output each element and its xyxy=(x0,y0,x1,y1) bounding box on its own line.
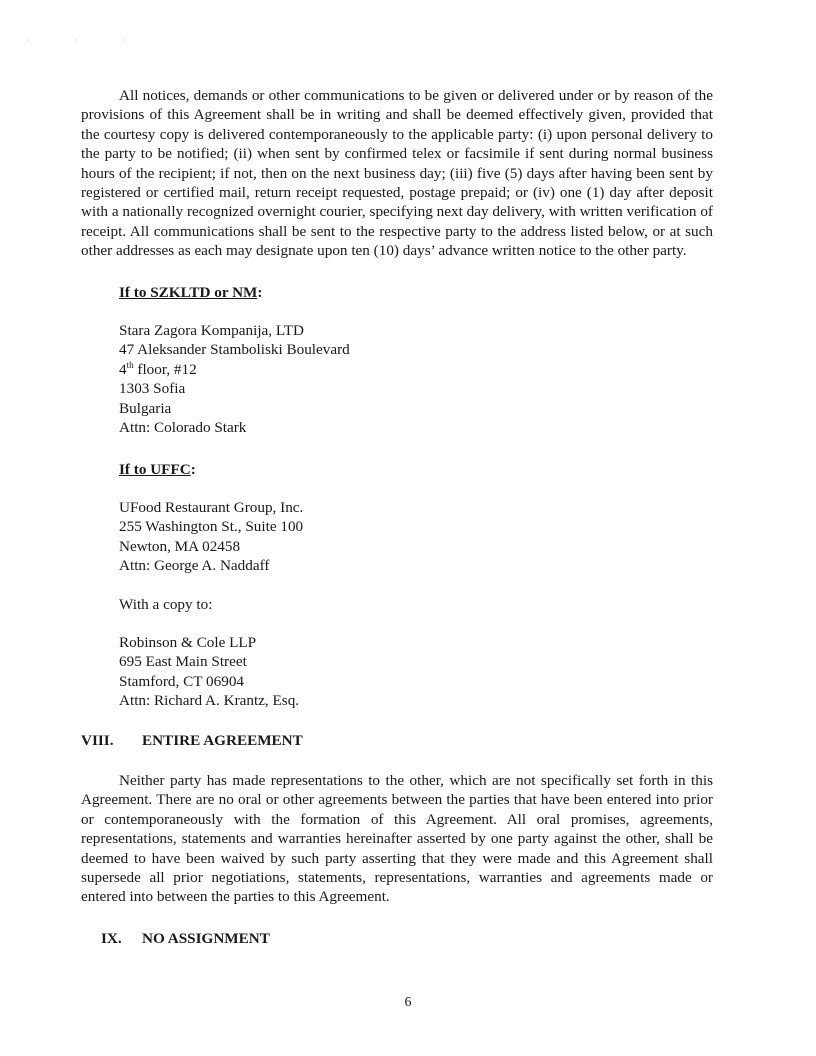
address-line: UFood Restaurant Group, Inc. xyxy=(119,498,304,516)
address-line: 695 East Main Street xyxy=(119,653,247,671)
section-9-heading xyxy=(101,929,713,948)
floor-rest: floor, #12 xyxy=(133,360,197,378)
uffc-heading-colon: : xyxy=(190,460,196,478)
section-8-number: VIII. xyxy=(81,731,114,749)
address-line: Attn: George A. Naddaff xyxy=(119,557,270,575)
uffc-address xyxy=(119,498,713,576)
address-line: Attn: Richard A. Krantz, Esq. xyxy=(119,692,300,710)
address-line: 47 Aleksander Stamboliski Boulevard xyxy=(119,341,350,359)
szkltd-heading-colon: : xyxy=(257,283,263,301)
szkltd-heading xyxy=(119,283,713,302)
uffc-heading-text: If to UFFC xyxy=(119,460,191,478)
section-8-heading xyxy=(81,731,713,750)
floor-suffix: th xyxy=(126,359,134,370)
document-page xyxy=(81,86,713,948)
address-line: 255 Washington St., Suite 100 xyxy=(119,518,304,536)
section-8-paragraph: Neither party has made representations to the other, which are not specifically set forth in this Agreement. There are no oral or other agreements between the parties that have been entered into prior or contemporaneously with the formation of this Agreement. All oral promises, agreements, representations, statements and warranties hereinafter asserted by one party against the other, shall be deemed to have been waived by such party asserting that they were made and this Agreement shall supersede all prior negotiations, statements, representations, warranties and agreements made or entered into between the parties to this Agreement. xyxy=(81,771,713,906)
address-line: Newton, MA 02458 xyxy=(119,537,241,555)
address-line-floor xyxy=(119,360,713,379)
copy-to-label: With a copy to: xyxy=(119,595,213,613)
szkltd-heading-text: If to SZKLTD or NM xyxy=(119,283,258,301)
address-line: Robinson & Cole LLP xyxy=(119,633,257,651)
address-line: Attn: Colorado Stark xyxy=(119,419,247,437)
section-9-number: IX. xyxy=(101,929,122,947)
page-number: 6 xyxy=(404,995,412,1010)
szkltd-address xyxy=(119,321,713,437)
address-line: 1303 Sofia xyxy=(119,380,186,398)
floor-number: 4 xyxy=(119,360,127,378)
uffc-heading xyxy=(119,460,713,479)
address-line: Stara Zagora Kompanija, LTD xyxy=(119,322,305,340)
section-8-title: ENTIRE AGREEMENT xyxy=(142,731,303,749)
address-line: Stamford, CT 06904 xyxy=(119,672,245,690)
section-9-title: NO ASSIGNMENT xyxy=(142,929,270,947)
copy-to-address xyxy=(119,633,713,711)
address-line: Bulgaria xyxy=(119,399,172,417)
scan-artifact: · · · xyxy=(26,36,148,45)
notices-paragraph: All notices, demands or other communications to be given or delivered under or by reason of the provisions of this Agreement shall be in writing and shall be deemed effectively given, provided that the courtesy copy is delivered contemporaneously to the applicable party: (i) upon personal delivery to the party to be notified; (ii) when sent by confirmed telex or facsimile if sent during normal business hours of the recipient; if not, then on the next business day; (iii) five (5) days after having been sent by registered or certified mail, return receipt requested, postage prepaid; or (iv) one (1) day after deposit with a nationally recognized overnight courier, specifying next day delivery, with written verification of receipt. All communications shall be sent to the respective party to the address listed below, or at such other addresses as each may designate upon ten (10) days’ advance written notice to the other party. xyxy=(81,87,713,260)
